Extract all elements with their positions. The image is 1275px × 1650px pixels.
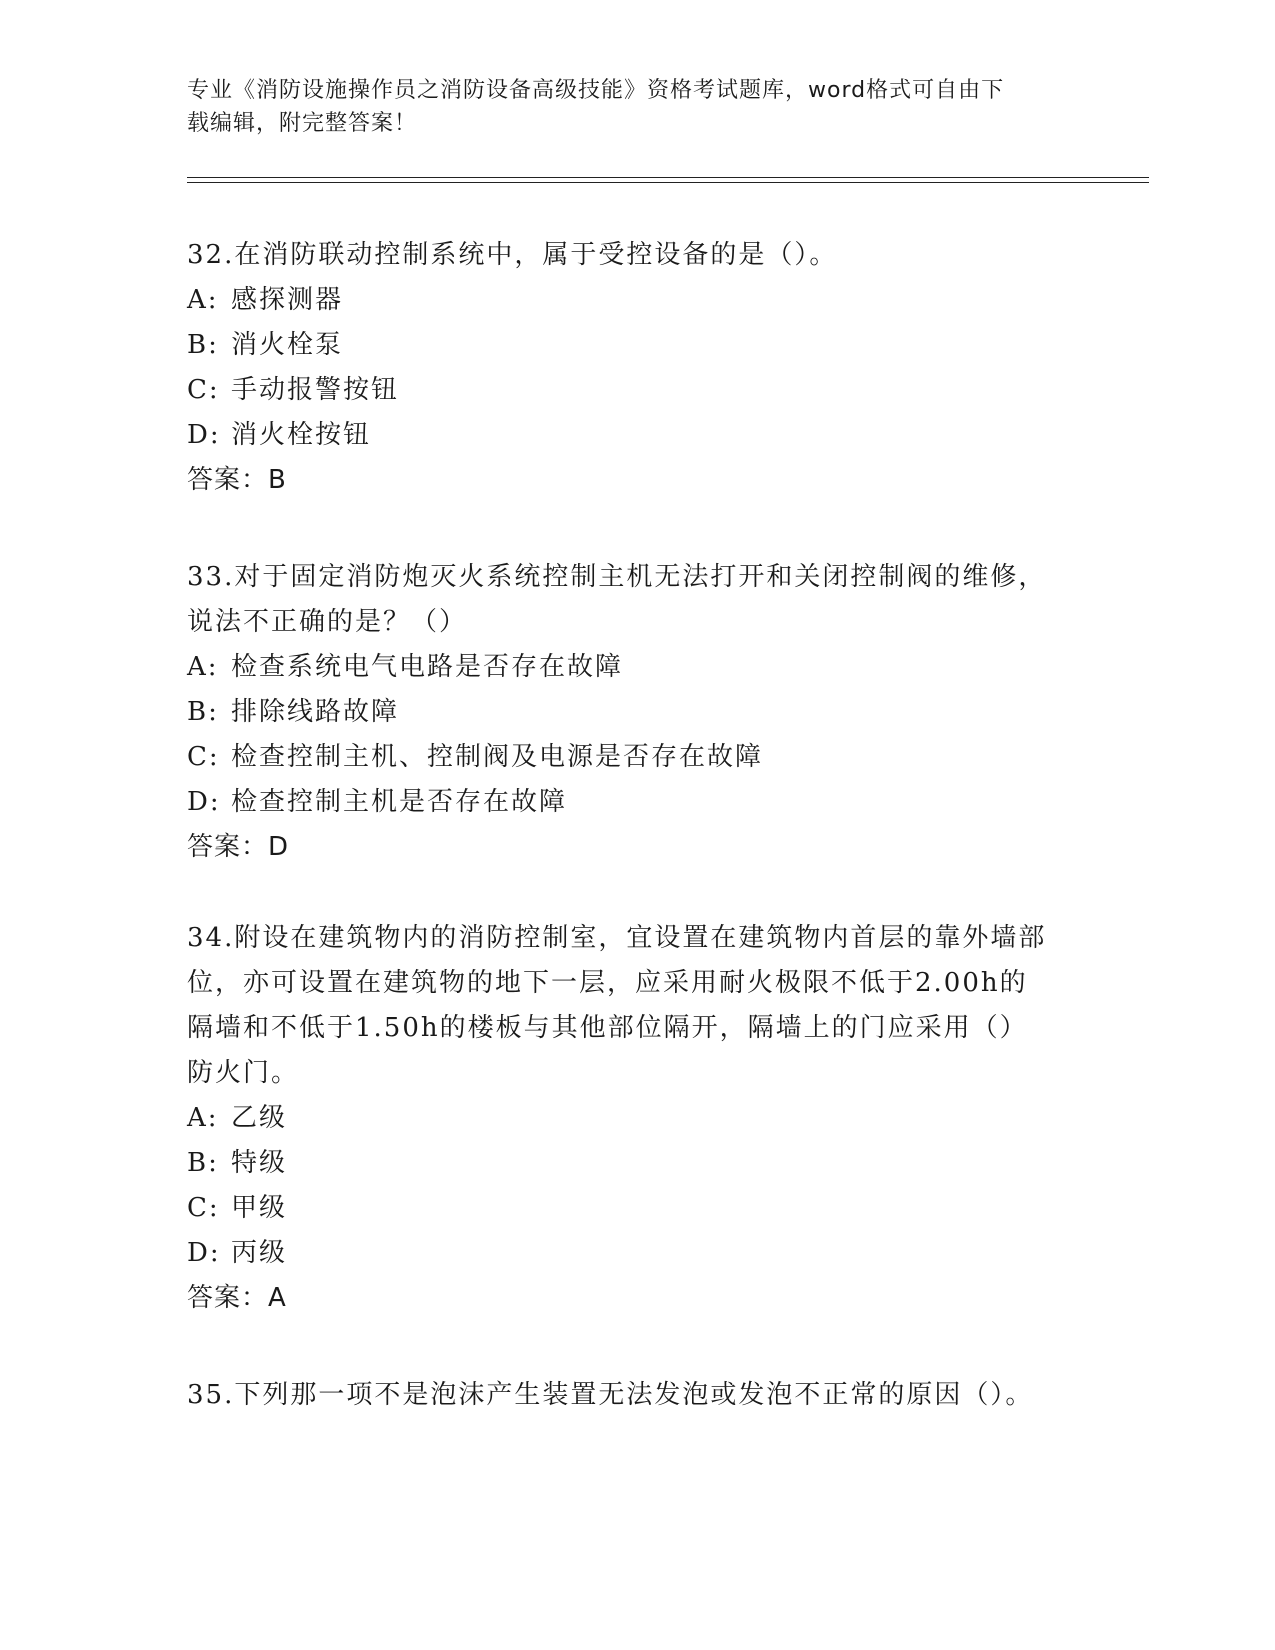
answer-line: 答案：D bbox=[187, 832, 290, 862]
option-text: 消火栓泵 bbox=[231, 330, 344, 360]
answer-line: 答案：B bbox=[187, 465, 287, 495]
option-a bbox=[187, 278, 1087, 323]
header-divider-bottom bbox=[187, 182, 1149, 183]
question-33 bbox=[187, 555, 1087, 870]
option-text: 甲级 bbox=[231, 1193, 288, 1223]
question-32 bbox=[187, 233, 1087, 503]
option-text: 手动报警按钮 bbox=[231, 375, 400, 405]
question-stem: 32.在消防联动控制系统中，属于受控设备的是（）。 bbox=[187, 240, 838, 270]
option-text: 检查控制主机、控制阀及电源是否存在故障 bbox=[231, 742, 764, 772]
option-letter: D: bbox=[187, 787, 221, 817]
option-b bbox=[187, 323, 1087, 368]
question-stem-line: 34.附设在建筑物内的消防控制室，宜设置在建筑物内首层的靠外墙部 bbox=[187, 923, 1047, 953]
question-stem-line: 说法不正确的是？（） bbox=[187, 607, 468, 637]
question-stem-line: 位，亦可设置在建筑物的地下一层，应采用耐火极限不低于2.00h的 bbox=[187, 968, 1028, 998]
option-d bbox=[187, 1231, 1087, 1276]
option-text: 丙级 bbox=[231, 1238, 288, 1268]
option-c bbox=[187, 735, 1087, 780]
option-letter: D: bbox=[187, 1238, 221, 1268]
option-d bbox=[187, 413, 1087, 458]
option-text: 消火栓按钮 bbox=[231, 420, 372, 450]
option-letter: A: bbox=[187, 1103, 219, 1133]
option-letter: D: bbox=[187, 420, 221, 450]
option-letter: C: bbox=[187, 742, 220, 772]
question-34 bbox=[187, 916, 1087, 1321]
option-a bbox=[187, 1096, 1087, 1141]
question-stem-line: 隔墙和不低于1.50h的楼板与其他部位隔开，隔墙上的门应采用（） bbox=[187, 1013, 1028, 1043]
question-35 bbox=[187, 1373, 1087, 1418]
question-stem-line: 防火门。 bbox=[187, 1058, 300, 1088]
option-c bbox=[187, 368, 1087, 413]
option-text: 检查系统电气电路是否存在故障 bbox=[231, 652, 624, 682]
option-b bbox=[187, 690, 1087, 735]
option-text: 检查控制主机是否存在故障 bbox=[231, 787, 568, 817]
option-letter: A: bbox=[187, 652, 219, 682]
question-stem-line: 33.对于固定消防炮灭火系统控制主机无法打开和关闭控制阀的维修， bbox=[187, 562, 1047, 592]
option-letter: B: bbox=[187, 330, 219, 360]
option-text: 感探测器 bbox=[231, 285, 344, 315]
option-text: 特级 bbox=[231, 1148, 288, 1178]
option-text: 乙级 bbox=[231, 1103, 288, 1133]
option-c bbox=[187, 1186, 1087, 1231]
option-text: 排除线路故障 bbox=[231, 697, 400, 727]
answer-line: 答案：A bbox=[187, 1283, 287, 1313]
option-b bbox=[187, 1141, 1087, 1186]
header-line-1: 专业《消防设施操作员之消防设备高级技能》资格考试题库，word格式可自由下 bbox=[187, 78, 1005, 103]
header-line-2: 载编辑，附完整答案！ bbox=[187, 111, 418, 136]
option-letter: A: bbox=[187, 285, 219, 315]
option-a bbox=[187, 645, 1087, 690]
option-letter: C: bbox=[187, 1193, 220, 1223]
option-letter: C: bbox=[187, 375, 220, 405]
document-header bbox=[187, 74, 1087, 140]
option-d bbox=[187, 780, 1087, 825]
option-letter: B: bbox=[187, 1148, 219, 1178]
option-letter: B: bbox=[187, 697, 219, 727]
question-stem: 35.下列那一项不是泡沫产生装置无法发泡或发泡不正常的原因（）。 bbox=[187, 1380, 1034, 1410]
header-divider-top bbox=[187, 177, 1149, 178]
